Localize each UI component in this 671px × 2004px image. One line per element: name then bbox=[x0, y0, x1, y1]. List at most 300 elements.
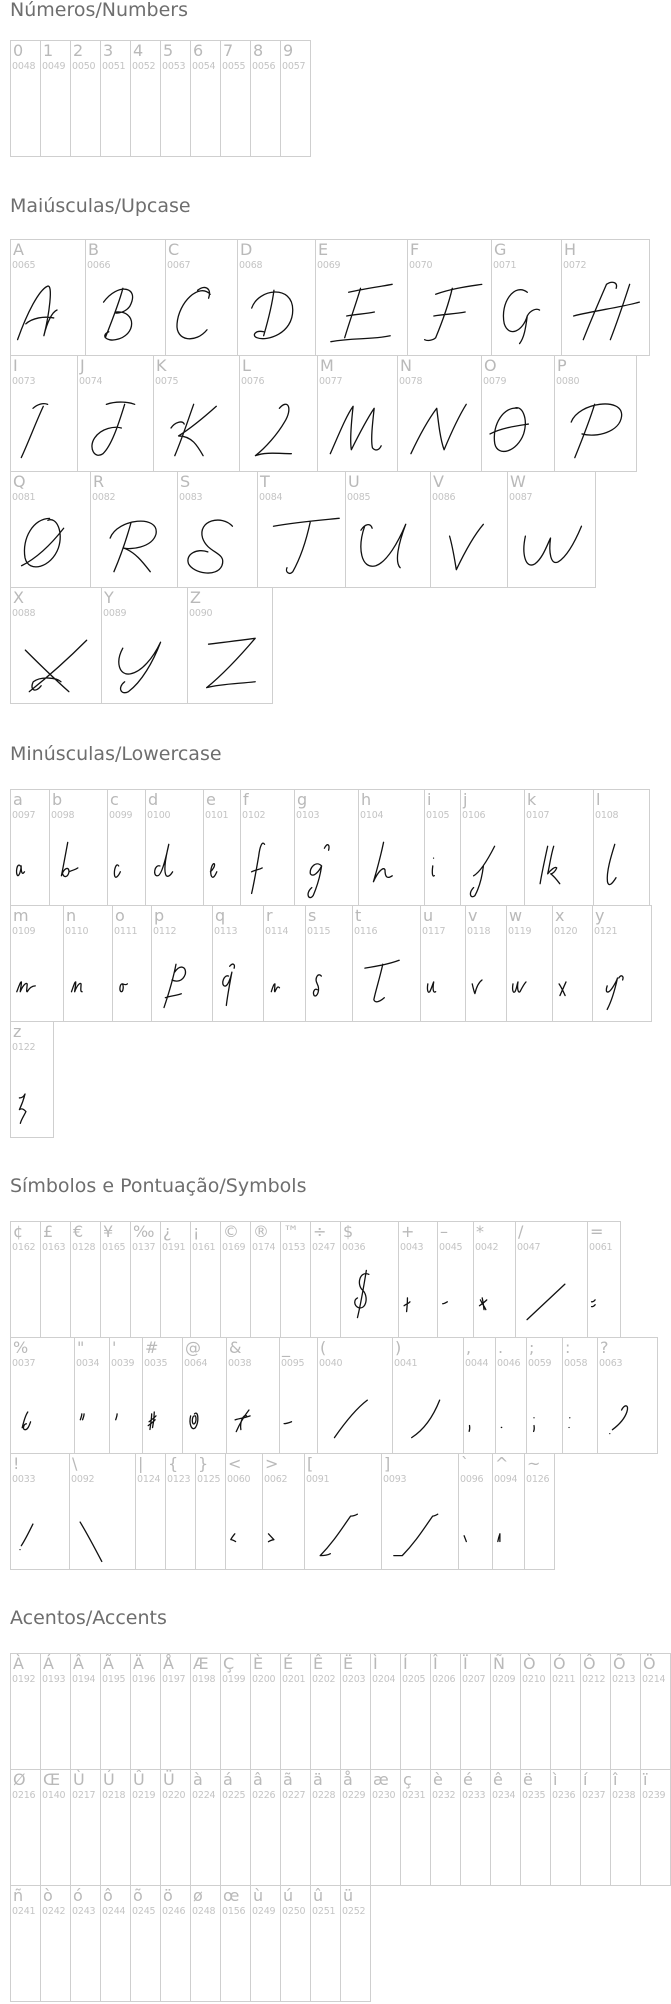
glyph-cell bbox=[262, 1453, 305, 1570]
glyph-code: 0202 bbox=[312, 1674, 336, 1685]
glyph-character: U bbox=[348, 472, 360, 491]
glyph-cell bbox=[554, 355, 637, 472]
glyph-code: 0194 bbox=[72, 1674, 96, 1685]
glyph-cell bbox=[190, 1885, 221, 2002]
glyph-code: 0095 bbox=[281, 1358, 305, 1369]
glyph-cell bbox=[40, 1653, 71, 1770]
glyph-character: Ã bbox=[103, 1654, 114, 1673]
glyph-character: @ bbox=[185, 1338, 201, 1357]
glyph-code: 0195 bbox=[102, 1674, 126, 1685]
glyph-sample bbox=[316, 272, 407, 354]
glyph-code: 0229 bbox=[342, 1790, 366, 1801]
glyph-sample bbox=[91, 504, 177, 586]
glyph-character: J bbox=[80, 356, 85, 375]
glyph-character: ? bbox=[600, 1338, 609, 1357]
glyph-code: 0233 bbox=[462, 1790, 486, 1801]
glyph-sample bbox=[86, 272, 165, 354]
glyph-cell bbox=[40, 1885, 71, 2002]
glyph-cell bbox=[407, 239, 492, 356]
glyph-code: 0207 bbox=[462, 1674, 486, 1685]
glyph-cell bbox=[430, 1653, 461, 1770]
glyph-character: H bbox=[564, 240, 577, 259]
glyph-cell bbox=[263, 905, 306, 1022]
glyph-cell bbox=[10, 1337, 75, 1454]
glyph-code: 0247 bbox=[312, 1242, 336, 1253]
glyph-cell bbox=[280, 1653, 311, 1770]
glyph-cell bbox=[220, 1221, 251, 1338]
glyph-character: , bbox=[466, 1338, 472, 1357]
glyph-row bbox=[10, 40, 311, 157]
glyph-character: [ bbox=[307, 1454, 314, 1473]
glyph-code: 0088 bbox=[12, 608, 36, 619]
glyph-code: 0206 bbox=[432, 1674, 456, 1685]
glyph-cell bbox=[524, 1453, 555, 1570]
glyph-code: 0104 bbox=[360, 810, 384, 821]
glyph-code: 0081 bbox=[12, 492, 36, 503]
glyph-code: 0251 bbox=[312, 1906, 336, 1917]
glyph-sample bbox=[527, 1370, 562, 1452]
glyph-character: Ç bbox=[223, 1654, 235, 1673]
glyph-sample bbox=[431, 504, 507, 586]
glyph-character: * bbox=[476, 1222, 484, 1241]
glyph-character: z bbox=[13, 1022, 22, 1041]
glyph-character: N bbox=[400, 356, 412, 375]
glyph-cell bbox=[610, 1653, 641, 1770]
glyph-sample bbox=[241, 822, 294, 904]
glyph-code: 0043 bbox=[400, 1242, 424, 1253]
glyph-cell bbox=[279, 1337, 318, 1454]
glyph-cell bbox=[107, 789, 146, 906]
glyph-character: v bbox=[468, 906, 478, 925]
glyph-character: ë bbox=[523, 1770, 533, 1789]
glyph-code: 0113 bbox=[214, 926, 238, 937]
glyph-character: ú bbox=[283, 1886, 294, 1905]
glyph-character: h bbox=[361, 790, 372, 809]
glyph-character: 8 bbox=[253, 41, 264, 60]
glyph-cell bbox=[40, 1221, 71, 1338]
glyph-cell bbox=[10, 1769, 41, 1886]
glyph-code: 0245 bbox=[132, 1906, 156, 1917]
glyph-character: y bbox=[595, 906, 605, 925]
glyph-cell bbox=[640, 1653, 671, 1770]
glyph-cell bbox=[10, 1021, 54, 1138]
glyph-row bbox=[10, 1221, 658, 1338]
glyph-code: 0093 bbox=[383, 1474, 407, 1485]
glyph-cell bbox=[100, 1769, 131, 1886]
glyph-code: 0078 bbox=[399, 376, 423, 387]
glyph-code: 0169 bbox=[222, 1242, 246, 1253]
glyph-character: r bbox=[266, 906, 273, 925]
glyph-character: M bbox=[320, 356, 334, 375]
glyph-code: 0049 bbox=[42, 61, 66, 72]
glyph-character: & bbox=[229, 1338, 242, 1357]
glyph-cell bbox=[492, 1453, 525, 1570]
glyph-code: 0084 bbox=[259, 492, 283, 503]
glyph-character: ê bbox=[493, 1770, 503, 1789]
glyph-character: ' bbox=[112, 1338, 117, 1357]
glyph-code: 0087 bbox=[509, 492, 533, 503]
glyph-character: ¢ bbox=[13, 1222, 24, 1241]
glyph-character: ¿ bbox=[163, 1222, 172, 1241]
glyph-code: 0071 bbox=[493, 260, 517, 271]
glyph-cell bbox=[280, 40, 311, 157]
glyph-code: 0198 bbox=[192, 1674, 216, 1685]
glyph-character: " bbox=[77, 1338, 85, 1357]
glyph-cell bbox=[310, 1653, 341, 1770]
glyph-character: Œ bbox=[43, 1770, 61, 1789]
glyph-code: 0055 bbox=[222, 61, 246, 72]
glyph-sample bbox=[594, 822, 649, 904]
glyph-cell bbox=[305, 905, 353, 1022]
glyph-cell bbox=[212, 905, 264, 1022]
glyph-code: 0039 bbox=[111, 1358, 135, 1369]
glyph-character: x bbox=[555, 906, 565, 925]
glyph-cell bbox=[160, 40, 191, 157]
glyph-cell bbox=[562, 1337, 598, 1454]
glyph-character: C bbox=[168, 240, 180, 259]
glyph-cell bbox=[495, 1337, 527, 1454]
glyph-character: ò bbox=[43, 1886, 53, 1905]
glyph-code: 0089 bbox=[103, 608, 127, 619]
glyph-character: â bbox=[253, 1770, 263, 1789]
glyph-cell bbox=[10, 239, 86, 356]
glyph-character: ç bbox=[403, 1770, 412, 1789]
glyph-character: £ bbox=[43, 1222, 54, 1241]
glyph-character: e bbox=[206, 790, 216, 809]
glyph-character: Z bbox=[190, 588, 201, 607]
glyph-code: 0156 bbox=[222, 1906, 246, 1917]
glyph-cell bbox=[460, 1653, 491, 1770]
glyph-character: I bbox=[13, 356, 18, 375]
glyph-sample bbox=[11, 620, 101, 702]
glyph-sample bbox=[318, 388, 397, 470]
glyph-character: Ê bbox=[313, 1654, 324, 1673]
glyph-cell bbox=[90, 471, 178, 588]
glyph-character: Î bbox=[433, 1654, 438, 1673]
glyph-cell bbox=[310, 1885, 341, 2002]
glyph-character: Ö bbox=[643, 1654, 656, 1673]
glyph-sample bbox=[425, 822, 460, 904]
glyph-sample bbox=[11, 822, 49, 904]
glyph-cell bbox=[340, 1653, 371, 1770]
glyph-code: 0074 bbox=[79, 376, 103, 387]
glyph-character: R bbox=[93, 472, 105, 491]
glyph-row bbox=[10, 587, 650, 704]
glyph-sample bbox=[493, 1486, 524, 1568]
glyph-character: o bbox=[115, 906, 125, 925]
glyph-sample bbox=[178, 504, 257, 586]
section-title: Maiúsculas/Upcase bbox=[10, 195, 191, 217]
glyph-sample bbox=[110, 1370, 142, 1452]
glyph-code: 0086 bbox=[432, 492, 456, 503]
glyph-character: æ bbox=[373, 1770, 389, 1789]
glyph-code: 0046 bbox=[497, 1358, 521, 1369]
glyph-character: \ bbox=[72, 1454, 78, 1473]
glyph-character: € bbox=[73, 1222, 84, 1241]
glyph-character: Y bbox=[104, 588, 114, 607]
glyph-character: ô bbox=[103, 1886, 113, 1905]
glyph-sample bbox=[11, 1370, 74, 1452]
glyph-code: 0079 bbox=[483, 376, 507, 387]
glyph-cell bbox=[317, 1337, 393, 1454]
glyph-cell bbox=[400, 1653, 431, 1770]
glyph-sample bbox=[11, 388, 77, 470]
glyph-character: m bbox=[13, 906, 29, 925]
glyph-code: 0121 bbox=[594, 926, 618, 937]
glyph-row bbox=[10, 239, 650, 356]
glyph-cell bbox=[40, 1769, 71, 1886]
glyph-code: 0096 bbox=[460, 1474, 484, 1485]
glyph-cell bbox=[130, 40, 161, 157]
glyph-character: Ë bbox=[343, 1654, 354, 1673]
glyph-character: u bbox=[423, 906, 434, 925]
glyph-character: ™ bbox=[283, 1222, 299, 1241]
glyph-character: ñ bbox=[13, 1886, 24, 1905]
glyph-cell bbox=[225, 1453, 263, 1570]
glyph-character: E bbox=[318, 240, 329, 259]
glyph-cell bbox=[10, 789, 50, 906]
glyph-code: 0067 bbox=[167, 260, 191, 271]
glyph-sample bbox=[238, 272, 315, 354]
glyph-code: 0070 bbox=[409, 260, 433, 271]
glyph-sample bbox=[240, 388, 317, 470]
glyph-cell bbox=[190, 1221, 221, 1338]
glyph-code: 0060 bbox=[227, 1474, 251, 1485]
glyph-code: 0204 bbox=[372, 1674, 396, 1685]
glyph-cell bbox=[85, 239, 166, 356]
glyph-character: ö bbox=[163, 1886, 173, 1905]
glyph-character: Ù bbox=[73, 1770, 85, 1789]
glyph-character: ì bbox=[553, 1770, 558, 1789]
glyph-cell bbox=[250, 1769, 281, 1886]
glyph-character: : bbox=[565, 1338, 571, 1357]
glyph-sample bbox=[305, 1486, 381, 1568]
glyph-cell bbox=[561, 239, 650, 356]
glyph-sample bbox=[258, 504, 345, 586]
glyph-character: Ä bbox=[133, 1654, 144, 1673]
glyph-cell bbox=[460, 1769, 491, 1886]
glyph-code: 0069 bbox=[317, 260, 341, 271]
glyph-cell bbox=[580, 1653, 611, 1770]
glyph-character: a bbox=[13, 790, 23, 809]
glyph-cell bbox=[70, 40, 101, 157]
glyph-character: ® bbox=[253, 1222, 269, 1241]
glyph-character: à bbox=[193, 1770, 203, 1789]
glyph-sample bbox=[353, 938, 420, 1020]
glyph-cell bbox=[358, 789, 425, 906]
glyph-cell bbox=[190, 1653, 221, 1770]
glyph-code: 0163 bbox=[42, 1242, 66, 1253]
glyph-code: 0054 bbox=[192, 61, 216, 72]
glyph-code: 0123 bbox=[167, 1474, 191, 1485]
glyph-character: ` bbox=[461, 1454, 469, 1473]
glyph-cell bbox=[520, 1769, 551, 1886]
glyph-character: © bbox=[223, 1222, 239, 1241]
glyph-cell bbox=[430, 471, 508, 588]
glyph-character: # bbox=[145, 1338, 159, 1357]
glyph-character: 3 bbox=[103, 41, 114, 60]
glyph-cell bbox=[352, 905, 421, 1022]
glyph-cell bbox=[310, 1769, 341, 1886]
glyph-code: 0249 bbox=[252, 1906, 276, 1917]
glyph-cell bbox=[550, 1769, 581, 1886]
glyph-code: 0108 bbox=[595, 810, 619, 821]
glyph-row bbox=[10, 1021, 652, 1138]
glyph-row bbox=[10, 1653, 671, 1770]
glyph-code: 0140 bbox=[42, 1790, 66, 1801]
glyph-character: + bbox=[401, 1222, 415, 1241]
glyph-sample bbox=[64, 938, 112, 1020]
glyph-cell bbox=[294, 789, 359, 906]
glyph-character: K bbox=[156, 356, 167, 375]
glyph-sample bbox=[421, 938, 465, 1020]
glyph-cell bbox=[10, 355, 78, 472]
glyph-code: 0165 bbox=[102, 1242, 126, 1253]
glyph-code: 0116 bbox=[354, 926, 378, 937]
glyph-cell bbox=[160, 1885, 191, 2002]
glyph-cell bbox=[593, 789, 650, 906]
glyph-sample bbox=[75, 1370, 109, 1452]
glyph-cell bbox=[130, 1885, 161, 2002]
glyph-cell bbox=[70, 1885, 101, 2002]
glyph-code: 0213 bbox=[612, 1674, 636, 1685]
glyph-character: Ï bbox=[463, 1654, 468, 1673]
glyph-cell bbox=[400, 1769, 431, 1886]
glyph-cell bbox=[10, 587, 102, 704]
glyph-sample bbox=[146, 822, 203, 904]
glyph-cell bbox=[40, 40, 71, 157]
glyph-sample bbox=[393, 1370, 463, 1452]
glyph-grid bbox=[10, 789, 652, 1138]
glyph-code: 0216 bbox=[12, 1790, 36, 1801]
glyph-code: 0231 bbox=[402, 1790, 426, 1801]
glyph-row bbox=[10, 1337, 658, 1454]
glyph-character: Ú bbox=[103, 1770, 115, 1789]
glyph-cell bbox=[437, 1221, 474, 1338]
glyph-code: 0196 bbox=[132, 1674, 156, 1685]
glyph-code: 0057 bbox=[282, 61, 306, 72]
glyph-sample bbox=[11, 504, 90, 586]
glyph-character: õ bbox=[133, 1886, 143, 1905]
glyph-code: 0062 bbox=[264, 1474, 288, 1485]
glyph-code: 0036 bbox=[342, 1242, 366, 1253]
glyph-character: T bbox=[260, 472, 270, 491]
glyph-cell bbox=[587, 1221, 621, 1338]
glyph-character: é bbox=[463, 1770, 473, 1789]
glyph-character: L bbox=[242, 356, 251, 375]
glyph-sample bbox=[183, 1370, 226, 1452]
glyph-code: 0225 bbox=[222, 1790, 246, 1801]
glyph-character: V bbox=[433, 472, 444, 491]
glyph-cell bbox=[239, 355, 318, 472]
glyph-character: Q bbox=[13, 472, 26, 491]
glyph-character: á bbox=[223, 1770, 233, 1789]
glyph-row bbox=[10, 905, 652, 1022]
glyph-character: ó bbox=[73, 1886, 83, 1905]
glyph-character: Ó bbox=[553, 1654, 566, 1673]
glyph-row bbox=[10, 471, 650, 588]
glyph-code: 0048 bbox=[12, 61, 36, 72]
glyph-character: ÷ bbox=[313, 1222, 327, 1241]
glyph-cell bbox=[507, 471, 596, 588]
glyph-sample bbox=[11, 938, 63, 1020]
glyph-character: j bbox=[463, 790, 468, 809]
glyph-code: 0091 bbox=[306, 1474, 330, 1485]
glyph-sample bbox=[295, 822, 358, 904]
glyph-code: 0053 bbox=[162, 61, 186, 72]
glyph-code: 0239 bbox=[642, 1790, 666, 1801]
glyph-code: 0214 bbox=[642, 1674, 666, 1685]
glyph-character: F bbox=[410, 240, 420, 259]
glyph-sample bbox=[466, 938, 506, 1020]
glyph-code: 0126 bbox=[526, 1474, 550, 1485]
glyph-cell bbox=[490, 1769, 521, 1886]
glyph-code: 0033 bbox=[12, 1474, 36, 1485]
glyph-character: X bbox=[13, 588, 24, 607]
glyph-code: 0197 bbox=[162, 1674, 186, 1685]
glyph-code: 0050 bbox=[72, 61, 96, 72]
glyph-cell bbox=[597, 1337, 658, 1454]
glyph-cell bbox=[130, 1769, 161, 1886]
glyph-cell bbox=[177, 471, 258, 588]
glyph-row bbox=[10, 789, 652, 906]
glyph-cell bbox=[345, 471, 431, 588]
glyph-code: 0236 bbox=[552, 1790, 576, 1801]
glyph-character: Á bbox=[43, 1654, 54, 1673]
glyph-cell bbox=[135, 1453, 166, 1570]
glyph-code: 0041 bbox=[394, 1358, 418, 1369]
glyph-cell bbox=[10, 1885, 41, 2002]
glyph-row bbox=[10, 1453, 658, 1570]
glyph-sample bbox=[280, 1370, 317, 1452]
glyph-sample bbox=[399, 1254, 437, 1336]
glyph-character: } bbox=[198, 1454, 209, 1473]
glyph-cell bbox=[280, 1885, 311, 2002]
glyph-code: 0107 bbox=[526, 810, 550, 821]
glyph-character: Õ bbox=[613, 1654, 626, 1673]
glyph-code: 0244 bbox=[102, 1906, 126, 1917]
glyph-code: 0238 bbox=[612, 1790, 636, 1801]
glyph-code: 0115 bbox=[307, 926, 331, 937]
glyph-sample bbox=[398, 388, 481, 470]
glyph-cell bbox=[100, 1221, 131, 1338]
glyph-character: ^ bbox=[495, 1454, 509, 1473]
glyph-sample bbox=[508, 504, 595, 586]
glyph-code: 0162 bbox=[12, 1242, 36, 1253]
glyph-character: Í bbox=[403, 1654, 408, 1673]
glyph-character: S bbox=[180, 472, 191, 491]
section-title: Acentos/Accents bbox=[10, 1607, 167, 1629]
glyph-character: > bbox=[265, 1454, 279, 1473]
glyph-code: 0230 bbox=[372, 1790, 396, 1801]
glyph-character: å bbox=[343, 1770, 353, 1789]
glyph-cell bbox=[109, 1337, 143, 1454]
glyph-sample bbox=[143, 1370, 182, 1452]
glyph-cell bbox=[153, 355, 240, 472]
glyph-character: g bbox=[297, 790, 308, 809]
glyph-cell bbox=[257, 471, 346, 588]
glyph-grid bbox=[10, 1653, 671, 2002]
glyph-code: 0090 bbox=[189, 608, 213, 619]
glyph-character: A bbox=[13, 240, 24, 259]
glyph-cell bbox=[190, 1769, 221, 1886]
section-title: Números/Numbers bbox=[10, 0, 188, 21]
glyph-cell bbox=[304, 1453, 382, 1570]
glyph-cell bbox=[165, 1453, 196, 1570]
glyph-code: 0209 bbox=[492, 1674, 516, 1685]
glyph-cell bbox=[392, 1337, 464, 1454]
glyph-sample bbox=[461, 822, 524, 904]
